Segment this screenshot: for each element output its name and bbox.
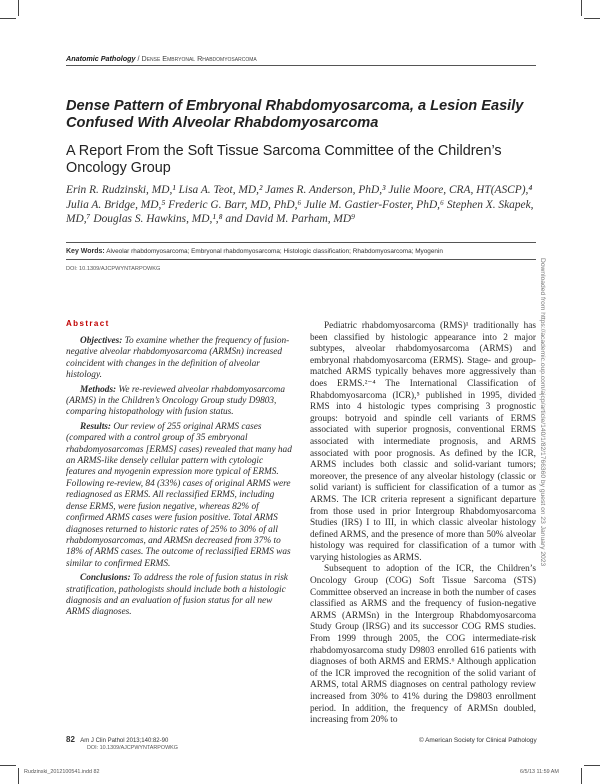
crop-mark — [581, 768, 582, 784]
abstract-heading: Abstract — [66, 319, 110, 328]
article-title: Dense Pattern of Embryonal Rhabdomyosarcoma, a Lesion Easily Confused With Alveolar Rhabdomyosarcoma — [66, 98, 524, 131]
keywords-rule-top — [66, 242, 536, 243]
body-paragraph: Pediatric rhabdomyosarcoma (RMS)¹ traditionally has been classified by histologic appearance into 2 major subtypes, alveolar rhabdomyosarcoma (ARMS) and embryonal rhabdomyosarcoma (ERMS). Stage- and group-matched ARMS typically behaves more aggressively than does ERMS.²⁻⁴ The International Classification of Rhabdomyosarcoma (ICR),⁵ published in 1995, divided RMS into 4 histologic types comprising 3 prognostic groups: botryoid and spindle cell variants of ERMS associated with superior prognosis, conventional ERMS associated with intermediate prognosis, and ARMS associated with poor prognosis. As defined by the ICR, ARMS includes both classic and solid-variant tumors; moreover, the presence of any alveolar histology (classic or solid variant) is sufficient for classification of a tumor as ARMS. The ICR criteria represent a significant departure from those used in prior Intergroup Rhabdomyosarcoma Studies (IRS) I to III, in which classic alveolar histology defined ARMS, and the presence of more than 50% alveolar histology was required for classification of a tumor with varying histologies as ARMS. — [310, 321, 536, 563]
footer-doi: DOI: 10.1309/AJCPWYNTARPOWKG — [87, 745, 178, 751]
running-header — [66, 54, 257, 63]
abstract — [66, 336, 294, 622]
author-list: Erin R. Rudzinski, MD,¹ Lisa A. Teot, MD,² James R. Anderson, PhD,³ Julie Moore, CRA, HT(ASCP),⁴ Julia A. Bridge, MD,⁵ Frederic G. Barr, MD, PhD,⁶ Julie M. Gastier-Foster, PhD,⁶ Stephen X. Skapek, MD,⁷ Douglas S. Hawkins, MD,¹,⁸ and David M. Parham, MD⁹ — [66, 184, 534, 226]
crop-mark — [584, 765, 600, 766]
copyright: © American Society for Clinical Pathology — [419, 737, 537, 744]
header-rule — [66, 65, 536, 66]
results-label: Results: — [80, 421, 111, 432]
conclusions-label: Conclusions: — [80, 573, 131, 584]
keywords-label: Key Words: — [66, 248, 105, 255]
conclusions-text: To address the role of fusion status in risk stratification, pathologists should include both a histologic diagnosis and an evaluation of fusion status for all new ARMS diagnoses. — [66, 573, 288, 618]
abstract-objectives — [66, 336, 294, 382]
print-slug-left: Rudzinski_2012100541.indd 82 — [24, 769, 100, 775]
page-number: 82 — [66, 735, 75, 744]
crop-mark — [18, 0, 19, 16]
keywords-text: Alveolar rhabdomyosarcoma; Embryonal rhabdomyosarcoma; Histologic classification; Rhabdomyosarcoma; Myogenin — [106, 248, 443, 255]
article-subtitle: A Report From the Soft Tissue Sarcoma Committee of the Children’s Oncology Group — [66, 143, 502, 176]
footer-citation — [66, 735, 168, 744]
results-text: Our review of 255 original ARMS cases (compared with a control group of 35 embryonal rhabdomyosarcomas [ERMS] cases) revealed that many had an ARMS-like densely cellular pattern with cytologic features and myogenin expression more typical of ERMS. Following re-review, 84 (33%) cases of original ARMS were rediagnosed as ERMS. All reclassified ERMS, including dense ERMS, were fusion negative, whereas 82% of confirmed ARMS cases were fusion positive. Total ARMS diagnoses returned to historic rates of 25% to 30% of all rhabdomyosarcomas, and ARMSn decreased from 37% to 18% of ARMS cases. The outcome of reclassified ERMS was similar to confirmed ERMS. — [66, 421, 292, 569]
body-text — [310, 321, 536, 727]
header-subsection: Dense Embryonal Rhabdomyosarcoma — [141, 54, 257, 63]
doi: DOI: 10.1309/AJCPWYNTARPOWKG — [66, 266, 161, 272]
print-slug-right: 6/5/13 11:59 AM — [520, 769, 559, 775]
crop-mark — [0, 765, 16, 766]
crop-mark — [0, 18, 16, 19]
crop-mark — [581, 0, 582, 16]
abstract-methods — [66, 385, 294, 419]
abstract-conclusions — [66, 573, 294, 619]
body-paragraph: Subsequent to adoption of the ICR, the Children’s Oncology Group (COG) Soft Tissue Sarcoma (STS) Committee observed an increase in both the number of cases classified as ARMS and the frequency of fusion-negative ARMS (ARMSn) in the Intergroup Rhabdomyosarcoma Study Group (IRSG) and its successor COG RMS studies. From 1999 through 2005, the COG intermediate-risk rhabdomyosarcoma study D9803 enrolled 616 patients with diagnoses of both ARMS and ERMS.⁶ Although application of the ICR improved the recognition of the solid variant of ARMS, total ARMS diagnoses on central pathology review increased from 30% to 41% during the D9803 enrollment period. In addition, the frequency of ARMSn doubled, increasing from 20% to — [310, 564, 536, 726]
header-section: Anatomic Pathology — [66, 54, 136, 63]
crop-mark — [584, 18, 600, 19]
objectives-text: To examine whether the frequency of fusion-negative alveolar rhabdomyosarcoma (ARMSn) increased coincident with changes in the definition of alveolar histology. — [66, 336, 290, 381]
abstract-results — [66, 422, 294, 570]
header-separator: / — [137, 54, 140, 63]
methods-label: Methods: — [80, 384, 117, 395]
crop-mark — [18, 768, 19, 784]
journal-citation: Am J Clin Pathol 2013;140:82-90 — [80, 738, 169, 744]
download-notice: Downloaded from https://academic.oup.com/ajcp/article/140/1/82/1766360 by guest on 23 January 2023 — [539, 258, 546, 567]
keywords — [66, 248, 536, 255]
objectives-label: Objectives: — [80, 336, 123, 346]
methods-text: We re-reviewed alveolar rhabdomyosarcoma (ARMS) in the Children’s Oncology Group study D9803, comparing histopathology with fusion status. — [66, 384, 286, 418]
keywords-rule-bottom — [66, 259, 536, 260]
